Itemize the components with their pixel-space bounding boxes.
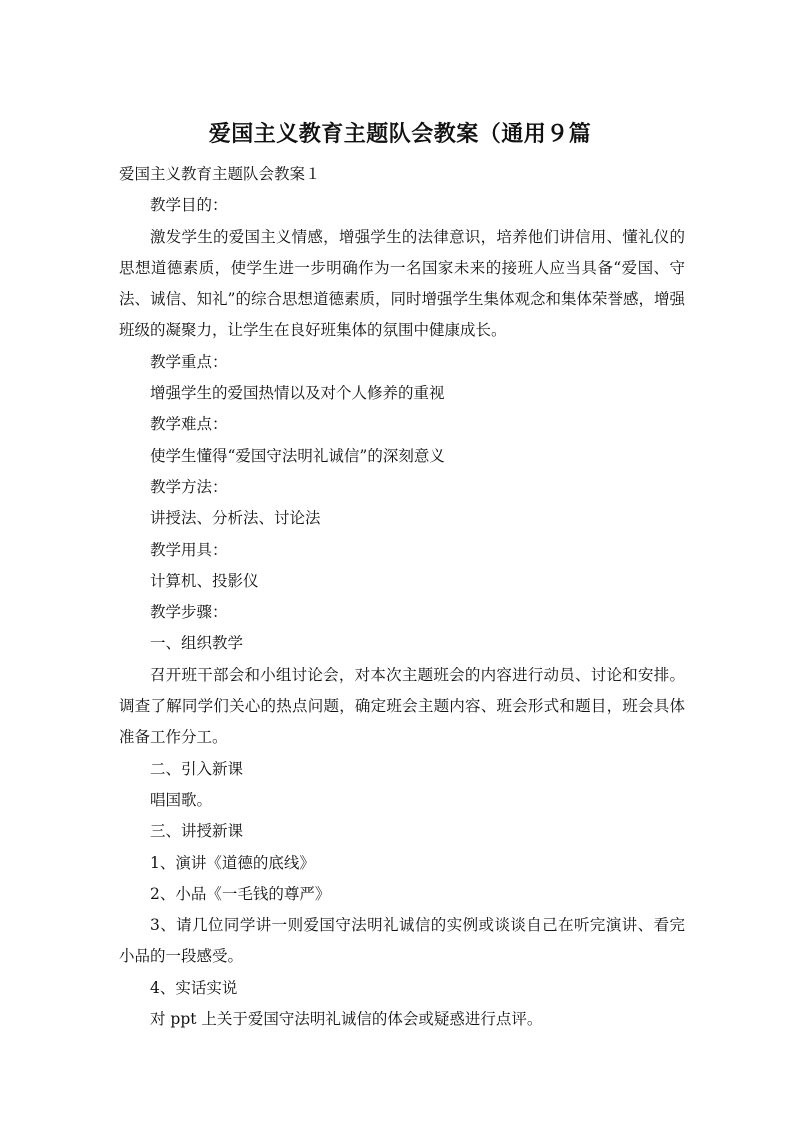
body-paragraph: 三、讲授新课 bbox=[150, 822, 244, 841]
body-paragraph: 2、小品《一毛钱的尊严》 bbox=[150, 884, 331, 903]
document-title: 爱国主义教育主题队会教案（通用９篇 bbox=[208, 122, 592, 147]
body-paragraph: 增强学生的爱国热情以及对个人修养的重视 bbox=[150, 384, 445, 403]
body-paragraph: 二、引入新课 bbox=[150, 759, 244, 778]
body-paragraph: 教学重点： bbox=[150, 352, 228, 371]
body-paragraph: 3、请几位同学讲一则爱国守法明礼诚信的实例或谈谈自己在听完演讲、看完小品的一段感受。 bbox=[119, 916, 685, 966]
body-paragraph: 教学目的： bbox=[150, 196, 228, 215]
body-paragraph: 使学生懂得“爱国守法明礼诚信”的深刻意义 bbox=[150, 446, 445, 465]
body-paragraph: 唱国歌。 bbox=[150, 790, 213, 809]
body-paragraph: 教学方法： bbox=[150, 477, 228, 496]
body-paragraph: 计算机、投影仪 bbox=[150, 571, 259, 590]
document-body bbox=[119, 159, 685, 1035]
body-paragraph: 爱国主义教育主题队会教案１ bbox=[119, 165, 321, 183]
body-paragraph: 教学难点： bbox=[150, 415, 228, 434]
body-paragraph: 一、组织教学 bbox=[150, 634, 244, 653]
body-paragraph: 激发学生的爱国主义情感，增强学生的法律意识，培养他们讲信用、懂礼仪的思想道德素质，使学生进一步明确作为一名国家未来的接班人应当具备“爱国、守法、诚信、知礼”的综合思想道德素质，同时增强学生集体观念和集体荣誉感，增强班级的凝聚力，让学生在良好班集体的氛围中健康成长。 bbox=[119, 227, 685, 340]
body-paragraph: 1、演讲《道德的底线》 bbox=[150, 853, 315, 872]
body-paragraph: 讲授法、分析法、讨论法 bbox=[150, 509, 321, 528]
body-paragraph: 召开班干部会和小组讨论会，对本次主题班会的内容进行动员、讨论和安排。调查了解同学们关心的热点问题，确定班会主题内容、班会形式和题目，班会具体准备工作分工。 bbox=[119, 665, 685, 747]
body-paragraph: 对 ppt 上关于爱国守法明礼诚信的体会或疑惑进行点评。 bbox=[150, 1010, 543, 1029]
body-paragraph: 教学步骤： bbox=[150, 603, 228, 622]
body-paragraph: 4、实话实说 bbox=[150, 978, 238, 997]
body-paragraph: 教学用具： bbox=[150, 540, 228, 559]
